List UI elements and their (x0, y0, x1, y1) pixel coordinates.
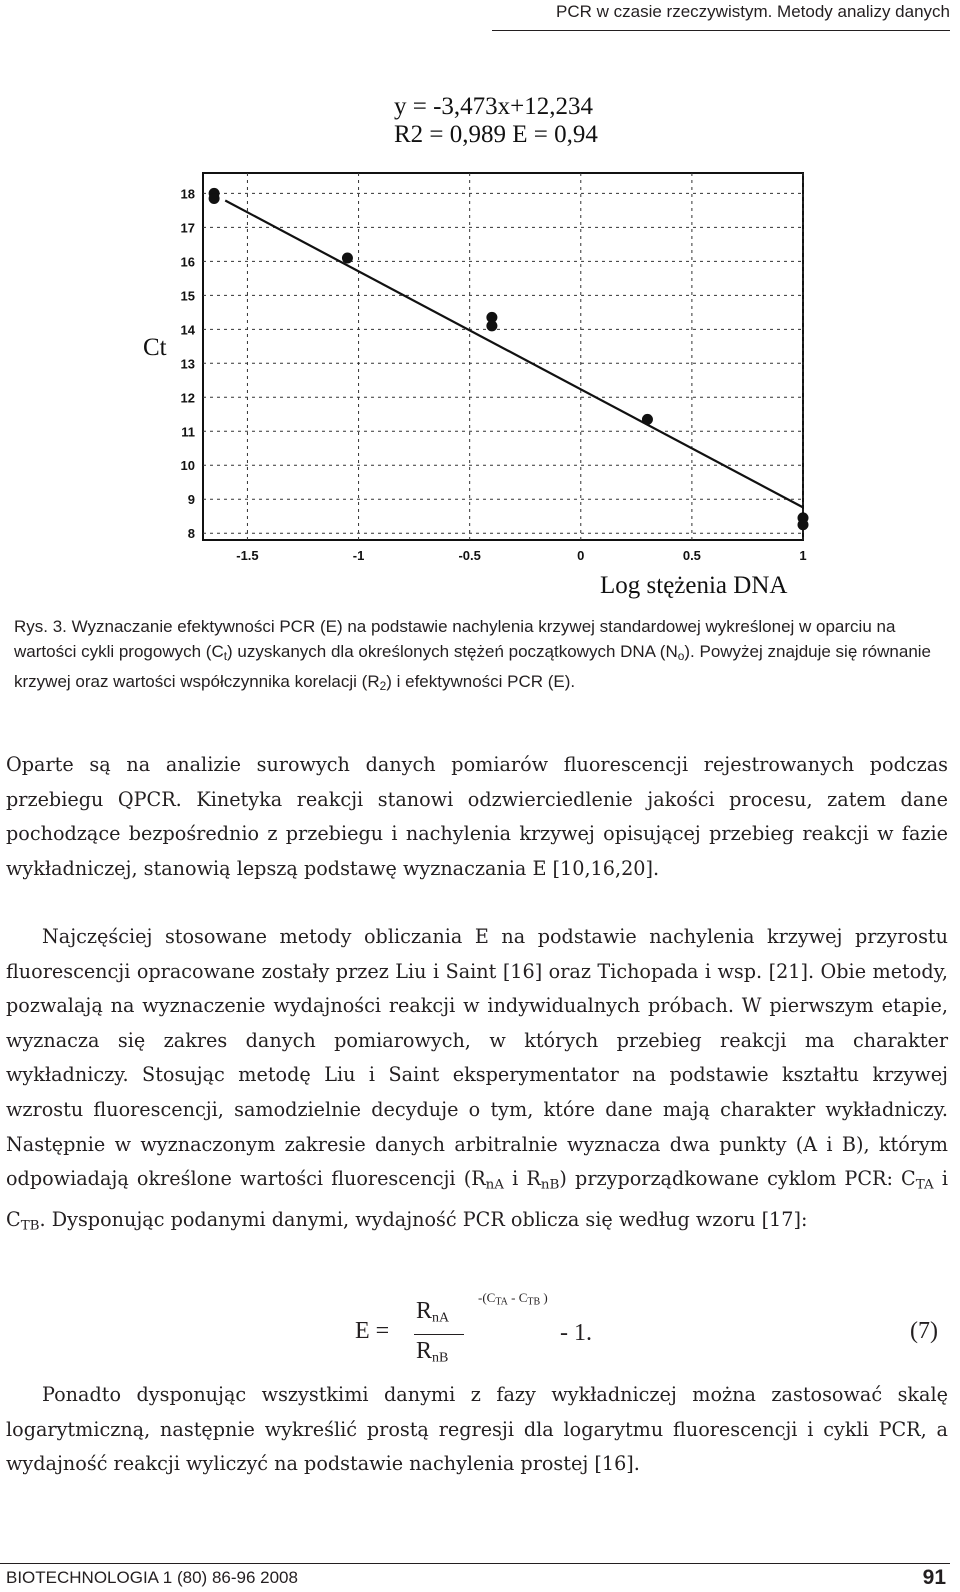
y-tick-label: 18 (180, 186, 195, 202)
equation-tail: - 1. (560, 1320, 592, 1346)
equation-lhs: E = (355, 1318, 390, 1344)
y-tick-label: 8 (187, 526, 195, 542)
y-tick-label: 10 (180, 458, 195, 474)
caption-prefix: Rys. 3. (14, 617, 67, 636)
y-tick-label: 13 (180, 356, 195, 372)
footer-rule (0, 1563, 950, 1564)
y-tick-label: 16 (180, 254, 195, 270)
y-tick-label: 9 (187, 492, 195, 508)
fraction-bar (414, 1334, 464, 1335)
chart-equation: y = -3,473x+12,234 (394, 93, 594, 120)
trendline (225, 200, 803, 507)
journal-citation: BIOTECHNOLOGIA 1 (80) 86-96 2008 (6, 1568, 298, 1587)
y-tick-label: 12 (180, 390, 195, 406)
plot-area (203, 173, 803, 540)
data-point (798, 519, 809, 530)
y-tick-label: 14 (180, 322, 195, 338)
equation-denominator: $R_{nB}$ (416, 1338, 449, 1366)
data-point (642, 414, 653, 425)
x-tick-label: 1 (799, 548, 807, 563)
y-tick-label: 11 (181, 424, 195, 440)
x-tick-label: 0.5 (682, 548, 701, 563)
paragraph-1: Oparte są na analizie surowych danych pomiarów fluorescencji rejestrowanych podczas przebiegu QPCR. Kinetyka reakcji stanowi odzwierciedlenie jakości procesu, zatem dane pochodzące bezpośrednio z przebiegu i nachylenia krzywej opisującej przebieg reakcji w fazie wykładniczej, stanowią lepszą podstawę wyznaczania E [10,16,20]. (6, 753, 948, 880)
x-tick-label: -1 (352, 548, 365, 563)
equation-number: (7) (910, 1318, 938, 1344)
x-axis-label: Log stężenia DNA (600, 572, 788, 599)
header-rule (492, 30, 950, 31)
chart-r2-e: R2 = 0,989 E = 0,94 (394, 121, 598, 148)
x-tick-label: 0 (577, 548, 585, 563)
equation-exponent: $-(C_{TA} - C_{TB}$ ) (478, 1290, 548, 1308)
y-tick-label: 15 (180, 288, 195, 304)
data-point (486, 320, 497, 331)
running-header: PCR w czasie rzeczywistym. Metody analizy danych (556, 2, 950, 21)
paragraph-3: Ponadto dysponując wszystkimi danymi z fazy wykładniczej można zastosować skalę logarytmiczną, następnie wykreślić prostą regresji dla logarytmu fluorescencji i cykli PCR, a wydajność reakcji wyliczyć na podstawie nachylenia prostej [16]. (6, 1383, 948, 1476)
data-point (209, 193, 220, 204)
data-point (342, 252, 353, 263)
y-axis-label: Ct (143, 334, 167, 361)
paragraph-2: Najczęściej stosowane metody obliczania E na podstawie nachylenia krzywej przyrostu fluorescencji opracowane zostały przez Liu i Saint [16] oraz Tichopada i wsp. [21]. Obie metody, pozwalają na wyznaczenie wydajności reakcji w indywidualnych próbach. W pierwszym etapie, wyznacza się zakres danych pomiarowych, w których przebieg reakcji ma charakter wykładniczy. Stosując metodę Liu i Saint eksperymentator na podstawie kształtu krzywej wzrostu fluorescencji, samodzielnie decyduje o tym, które dane mają charakter wykładniczy. Następnie w wyznaczonym zakresie danych arbitralnie wyznacza dwa punkty (A i B), którym odpowiadają określone wartości fluorescencji ($R_{nA}$ i $R_{nB}$) przyporządkowane cyklom PCR: $C_{TA}$ i $C_{TB}$. Dysponując podanymi danymi, wydajność PCR oblicza się według wzoru [17]: (6, 925, 948, 1234)
standard-curve-chart (0, 40, 960, 620)
x-tick-label: -0.5 (458, 548, 481, 563)
y-tick-label: 17 (180, 220, 195, 236)
y-axis-ticks (181, 186, 196, 541)
page-number: 91 (922, 1566, 946, 1589)
x-tick-label: -1.5 (236, 548, 259, 563)
equation-numerator: $R_{nA}$ (416, 1298, 450, 1326)
figure-caption: Rys. 3. Wyznaczanie efektywności PCR (E) na podstawie nachylenia krzywej standardowej wykreślonej w oparciu na wartości cykli progowych $(C_t)$ uzyskanych dla określonych stężeń początkowych DNA $(N_o)$. Powyżej znajduje się równanie krzywej oraz wartości współczynnika korelacji $(R_2)$ i efektywności PCR (E). (14, 617, 931, 693)
grid-lines (203, 173, 803, 540)
x-axis-ticks (236, 548, 806, 563)
